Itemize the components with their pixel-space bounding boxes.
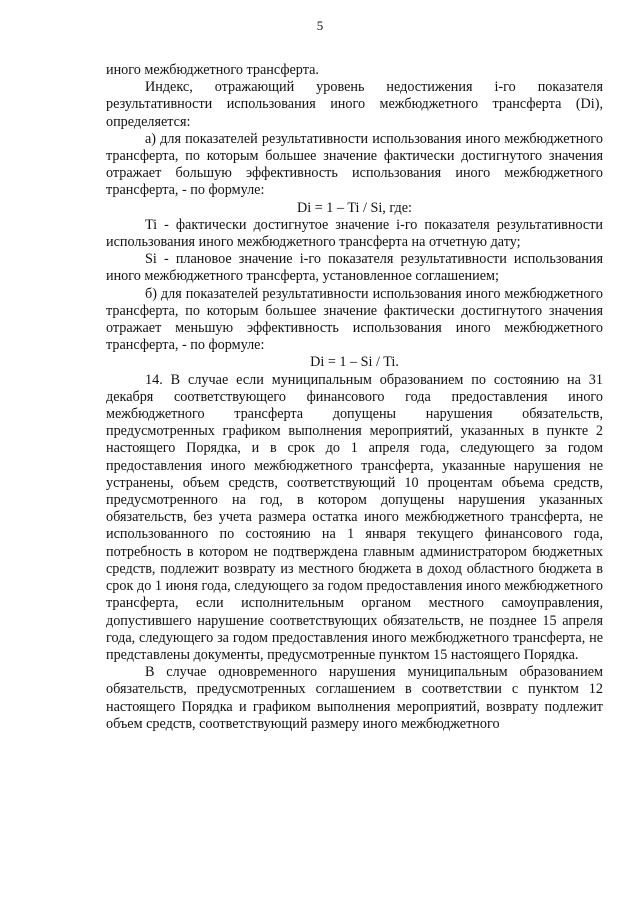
document-body [106, 62, 603, 733]
paragraph-si-definition: Si - плановое значение i-го показателя результативности использования иного межбюджетного трансферта, установленное соглашением; [106, 251, 603, 285]
paragraph-case-b: б) для показателей результативности использования иного межбюджетного трансферта, по которым большее значение фактически достигнутого значения отражает меньшую эффективность использования иного межбюджетного трансферта, - по формуле: [106, 285, 603, 354]
paragraph-ti-definition: Ti - фактически достигнутое значение i-го показателя результативности использования иного межбюджетного трансферта на отчетную дату; [106, 216, 603, 251]
paragraph-continuation: иного межбюджетного трансферта. [106, 62, 319, 78]
paragraph-index-definition: Индекс, отражающий уровень недостижения i-го показателя результативности использования иного межбюджетного трансферта (Di), определяется: [106, 79, 603, 130]
formula-a: Di = 1 – Ti / Si, где: [297, 199, 412, 216]
formula-b: Di = 1 – Si / Ti. [310, 354, 399, 371]
paragraph-simultaneous-violation: В случае одновременного нарушения муниципальным образованием обязательств, предусмотренных соглашением в соответствии с пунктом 12 настоящего Порядка и графиком выполнения мероприятий, возврату подлежит объем средств, соответствующий размеру иного межбюджетного [106, 664, 603, 732]
page-number: 5 [316, 18, 324, 33]
paragraph-case-a: а) для показателей результативности использования иного межбюджетного трансферта, по которым большее значение фактически достигнутого значения отражает большую эффективность использования иного межбюджетного трансферта, - по формуле: [106, 130, 603, 199]
paragraph-item-14: 14. В случае если муниципальным образованием по состоянию на 31 декабря соответствующего финансового года предоставления иного межбюджетного трансферта допущены нарушения обязательств, предусмотренных графиком выполнения мероприятий, указанных в пункте 2 настоящего Порядка, и в срок до 1 апреля года, следующего за годом предоставления иного межбюджетного трансферта, указанные нарушения не устранены, объем средств, соответствующий 10 процентам объема средств, предусмотренного на год, в котором допущены нарушения указанных обязательств, без учета размера остатка иного межбюджетного трансферта, не использованного по состоянию на 1 января текущего финансового года, потребность в котором не подтверждена главным администратором бюджетных средств, подлежит возврату из местного бюджета в доход областного бюджета в срок до 1 июня года, следующего за годом предоставления иного межбюджетного трансферта, если исполнительным органом местного самоуправления, допустившего нарушение соответствующих обязательств, не позднее 15 апреля года, следующего за годом предоставления иного межбюджетного трансферта, не представлены документы, предусмотренные пунктом 15 настоящего Порядка. [106, 371, 603, 663]
